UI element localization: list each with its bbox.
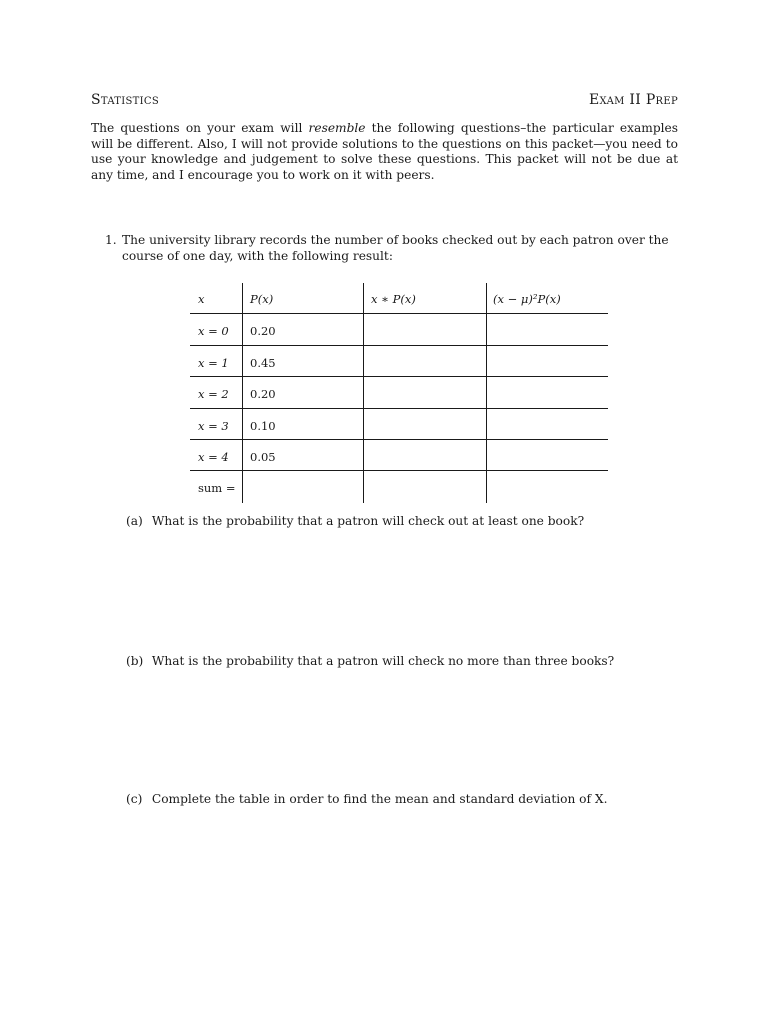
row-x-label: x = 1 xyxy=(198,356,229,370)
subquestion-label: (b) xyxy=(126,654,144,668)
header-x: x xyxy=(198,292,205,306)
subquestion-text: What is the probability that a patron will check out at least one book? xyxy=(151,514,585,528)
table-hline xyxy=(190,408,608,409)
course-title: Statistics xyxy=(91,92,159,108)
subquestion-c xyxy=(126,792,607,806)
header-px: P(x) xyxy=(250,292,274,306)
table-hline xyxy=(190,345,608,346)
row-probability: 0.05 xyxy=(250,450,276,464)
subquestion-label: (a) xyxy=(126,514,143,528)
row-probability: 0.10 xyxy=(250,419,276,433)
question-number: 1. xyxy=(105,233,117,247)
table-hline xyxy=(190,376,608,377)
row-x-label: x = 4 xyxy=(198,450,229,464)
row-probability: 0.45 xyxy=(250,356,276,370)
table-hline xyxy=(190,470,608,471)
subquestion-label: (c) xyxy=(126,792,143,806)
row-x-label: x = 2 xyxy=(198,387,229,401)
intro-text-end: the following questions–the particular examples will be different. Also, I will not provide solutions to the questions on this packet—you need to use your knowledge and judgement to solve these questions. This packet will not be due at any time, and I encourage you to work on it with peers. xyxy=(91,121,678,182)
header-variance-term: (x − μ)²P(x) xyxy=(493,292,561,306)
row-x-label: x = 3 xyxy=(198,419,229,433)
header-x-times-px: x ∗ P(x) xyxy=(371,292,416,306)
row-probability: 0.20 xyxy=(250,324,276,338)
table-hline xyxy=(190,439,608,440)
subquestion-b xyxy=(126,654,614,668)
intro-paragraph xyxy=(91,121,678,183)
exam-title: Exam II Prep xyxy=(589,92,678,108)
subquestion-text: What is the probability that a patron will check no more than three books? xyxy=(151,654,615,668)
row-x-label: x = 0 xyxy=(198,324,229,338)
intro-emphasis: resemble xyxy=(308,121,366,135)
sum-label: sum = xyxy=(198,481,236,495)
row-probability: 0.20 xyxy=(250,387,276,401)
intro-text-start: The questions on your exam will xyxy=(91,121,309,135)
subquestion-a xyxy=(126,514,584,528)
subquestion-text: Complete the table in order to find the mean and standard deviation of X. xyxy=(151,792,608,806)
question-text: The university library records the number of books checked out by each patron over the course of one day, with the following result: xyxy=(122,233,669,263)
probability-table xyxy=(190,283,608,503)
table-hline xyxy=(190,313,608,314)
